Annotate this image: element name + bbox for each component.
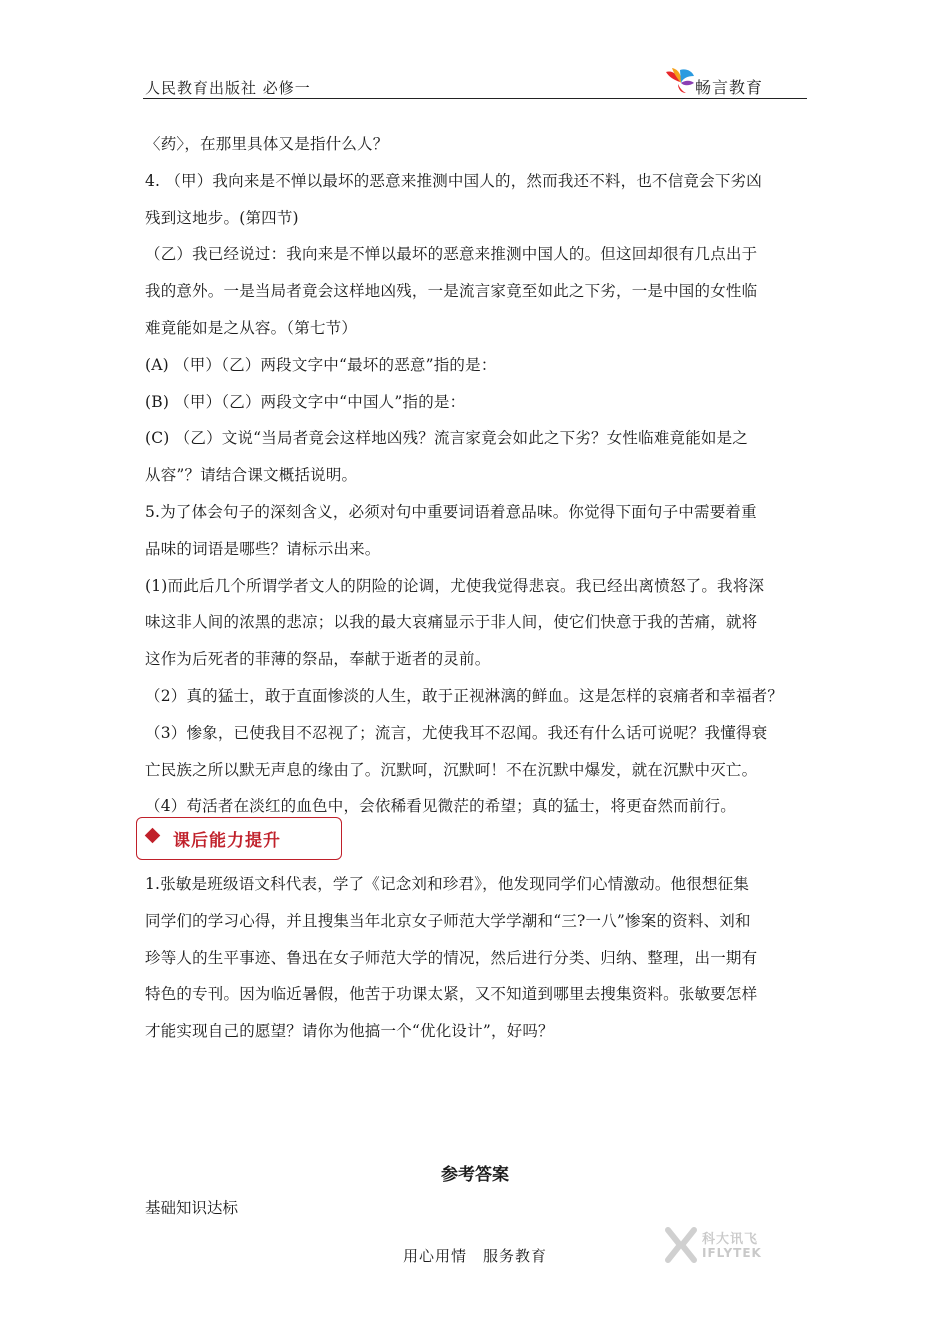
section-text-line: 1.张敏是班级语文科代表，学了《记念刘和珍君》，他发现同学们心情激动。他很想征集 xyxy=(145,875,750,893)
body-text-line: （乙）我已经说过：我向来是不惮以最坏的恶意来推测中国人的。但这回却很有几点出于 xyxy=(145,245,758,264)
body-text-line: (1)而此后几个所谓学者文人的阴险的论调，尤使我觉得悲哀。我已经出离愤怒了。我将深 xyxy=(145,576,765,595)
body-text-line: (B) （甲）（乙）两段文字中“中国人”指的是： xyxy=(145,392,466,411)
body-text-line: 品味的词语是哪些？请标示出来。 xyxy=(145,539,381,558)
body-text-line: 〈药〉，在那里具体又是指什么人？ xyxy=(145,135,389,153)
watermark-en: IFLYTEK xyxy=(702,1246,762,1260)
header-publisher: 人民教育出版社 必修一 xyxy=(145,79,311,97)
body-text-line: 亡民族之所以默无声息的缘由了。沉默呵，沉默呵！不在沉默中爆发，就在沉默中灭亡。 xyxy=(145,760,758,779)
body-text-line: 我的意外。一是当局者竟会这样地凶残，一是流言家竟至如此之下劣，一是中国的女性临 xyxy=(145,282,758,301)
section-text-line: 才能实现自己的愿望？请你为他搞一个“优化设计”，好吗？ xyxy=(145,1022,554,1041)
body-text-line: 4. （甲）我向来是不惮以最坏的恶意来推测中国人的，然而我还不料，也不信竟会下劣凶 xyxy=(145,171,762,190)
section-text-line: 同学们的学习心得，并且搜集当年北京女子师范大学学潮和“三?一八”惨案的资料、刘和 xyxy=(145,911,751,930)
bird-logo-icon xyxy=(664,66,696,94)
body-text-line: (A) （甲）（乙）两段文字中“最坏的恶意”指的是： xyxy=(145,355,497,374)
answer-subtitle: 基础知识达标 xyxy=(145,1199,239,1217)
section-text-line: 特色的专刊。因为临近暑假，他苦于功课太紧，又不知道到哪里去搜集资料。张敏要怎样 xyxy=(145,985,758,1004)
body-text-line: 难竟能如是之从容。（第七节） xyxy=(145,318,358,337)
answer-title: 参考答案 xyxy=(441,1165,509,1185)
body-text-line: （4）苟活者在淡红的血色中，会依稀看见微茫的希望；真的猛士，将更奋然而前行。 xyxy=(145,797,736,816)
footer-slogan: 用心用情 服务教育 xyxy=(402,1247,547,1265)
body-text-line: 残到这地步。(第四节) xyxy=(145,208,299,227)
header-brand: 畅言教育 xyxy=(694,78,763,97)
watermark-cn: 科大讯飞 xyxy=(702,1232,759,1247)
section-heading: 课后能力提升 xyxy=(173,831,281,851)
body-text-line: 这作为后死者的菲薄的祭品，奉献于逝者的灵前。 xyxy=(145,650,491,669)
section-heading-box xyxy=(136,817,342,860)
diamond-bullet-icon xyxy=(145,828,161,844)
body-text-line: 味这非人间的浓黑的悲凉；以我的最大哀痛显示于非人间，使它们快意于我的苦痛，就将 xyxy=(145,613,758,632)
body-text-line: （2）真的猛士，敢于直面惨淡的人生，敢于正视淋漓的鲜血。这是怎样的哀痛者和幸福者？ xyxy=(145,686,784,705)
exercise-body xyxy=(145,126,825,825)
body-text-line: (C) （乙）文说“当局者竟会这样地凶残？流言家竟会如此之下劣？女性临难竟能如是之 xyxy=(145,429,749,448)
body-text-line: 从容”？请结合课文概括说明。 xyxy=(145,466,358,485)
page-header xyxy=(143,60,807,99)
body-text-line: 5.为了体会句子的深刻含义，必须对句中重要词语着意品味。你觉得下面句子中需要着重 xyxy=(145,502,757,521)
body-text-line: （3）惨象，已使我目不忍视了；流言，尤使我耳不忍闻。我还有什么话可说呢？我懂得衰 xyxy=(145,723,768,742)
section-text-line: 珍等人的生平事迹、鲁迅在女子师范大学的情况，然后进行分类、归纳、整理，出一期有 xyxy=(145,948,758,967)
section-body xyxy=(145,866,825,1050)
